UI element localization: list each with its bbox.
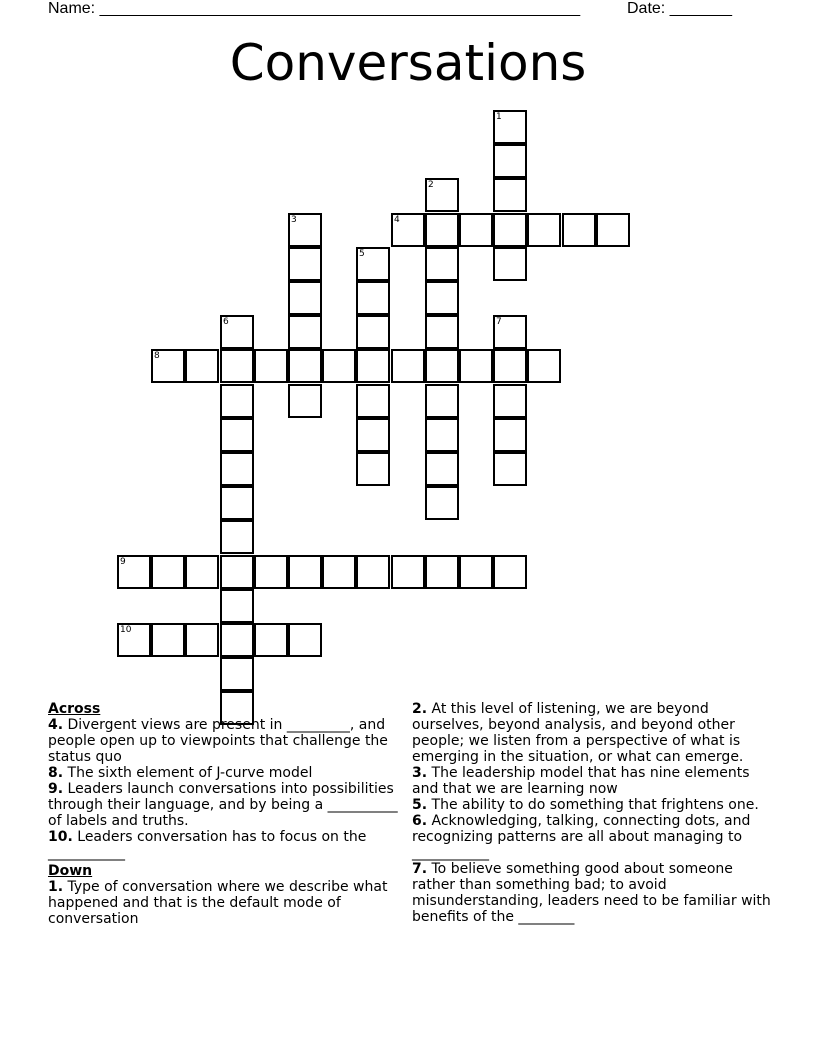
grid-cell[interactable] [288,247,322,281]
clue-number-label: 1 [496,112,502,122]
grid-cell[interactable] [596,213,630,247]
grid-cell[interactable] [117,555,151,589]
clue-item [412,701,772,765]
clue-number-label: 7 [496,317,502,327]
clue-number-label: 5 [359,249,365,259]
grid-cell[interactable] [425,281,459,315]
clues-left-column [48,701,408,927]
grid-cell[interactable] [288,281,322,315]
clue-number-label: 9 [120,557,126,567]
grid-cell[interactable] [220,384,254,418]
grid-cell[interactable] [254,555,288,589]
grid-cell[interactable] [527,349,561,383]
clue-item [48,829,408,861]
grid-cell[interactable] [185,555,219,589]
grid-cell[interactable] [356,349,390,383]
grid-cell[interactable] [185,623,219,657]
grid-cell[interactable] [425,349,459,383]
grid-cell[interactable] [425,315,459,349]
grid-cell[interactable] [220,589,254,623]
grid-cell[interactable] [254,349,288,383]
grid-cell[interactable] [391,555,425,589]
grid-cell[interactable] [288,384,322,418]
grid-cell[interactable] [356,418,390,452]
grid-cell[interactable] [185,349,219,383]
grid-cell[interactable] [493,110,527,144]
grid-cell[interactable] [425,486,459,520]
clue-text: Leaders conversation has to focus on the ___________ [48,829,367,861]
clue-text: The leadership model that has nine elements and that we are learning now [412,765,750,797]
clue-number-label: 6 [223,317,229,327]
grid-cell[interactable] [117,623,151,657]
clue-item [48,717,408,765]
grid-cell[interactable] [493,452,527,486]
clues-right-column [412,701,772,925]
name-field-line: Name: ______________________________________________________ [48,0,581,17]
clue-number-label: 10 [120,625,132,635]
grid-cell[interactable] [493,144,527,178]
grid-cell[interactable] [220,486,254,520]
grid-cell[interactable] [220,657,254,691]
grid-cell[interactable] [288,315,322,349]
down-heading: Down [48,863,93,879]
grid-cell[interactable] [493,315,527,349]
clue-number: 1. [48,879,64,895]
grid-cell[interactable] [151,555,185,589]
clue-text: Acknowledging, talking, connecting dots, and recognizing patterns are all about managing to ___________ [412,813,751,861]
clue-item [48,765,408,781]
clue-number: 7. [412,861,428,877]
grid-cell[interactable] [288,555,322,589]
grid-cell[interactable] [425,452,459,486]
grid-cell[interactable] [425,555,459,589]
clue-text: At this level of listening, we are beyond ourselves, beyond analysis, and beyond other people; we listen from a perspective of what is emerging in the situation, or what can emerge. [412,701,744,765]
clue-text: To believe something good about someone rather than something bad; to avoid misunderstanding, leaders need to be familiar with benefits of the ________ [412,861,771,925]
grid-cell[interactable] [356,281,390,315]
down-clue-list-right [412,701,772,925]
grid-cell[interactable] [220,452,254,486]
page-title: Conversations [229,34,587,92]
grid-cell[interactable] [220,555,254,589]
grid-cell[interactable] [459,213,493,247]
grid-cell[interactable] [220,623,254,657]
clue-text: Leaders launch conversations into possibilities through their language, and by being a __________ of labels and truths. [48,781,398,829]
clue-number-label: 2 [428,180,434,190]
clue-number: 3. [412,765,428,781]
clue-number: 2. [412,701,428,717]
grid-cell[interactable] [493,213,527,247]
across-clue-list [48,717,408,861]
grid-cell[interactable] [220,315,254,349]
grid-cell[interactable] [356,555,390,589]
grid-cell[interactable] [254,623,288,657]
clue-text: Divergent views are present in _________, and people open up to viewpoints that challenge the status quo [48,717,388,765]
clue-text: The sixth element of J-curve model [63,765,313,781]
grid-cell[interactable] [288,623,322,657]
clue-number-label: 8 [154,351,160,361]
date-field-line: Date: _______ [627,0,732,17]
grid-cell[interactable] [322,349,356,383]
clue-item [412,765,772,797]
grid-cell[interactable] [220,349,254,383]
grid-cell[interactable] [425,247,459,281]
grid-cell[interactable] [459,349,493,383]
grid-cell[interactable] [220,520,254,554]
grid-cell[interactable] [288,349,322,383]
clue-number-label: 4 [394,215,400,225]
grid-cell[interactable] [220,418,254,452]
grid-cell[interactable] [493,384,527,418]
grid-cell[interactable] [425,213,459,247]
grid-cell[interactable] [459,555,493,589]
grid-cell[interactable] [356,384,390,418]
grid-cell[interactable] [493,418,527,452]
grid-cell[interactable] [493,349,527,383]
grid-cell[interactable] [391,349,425,383]
grid-cell[interactable] [493,178,527,212]
grid-cell[interactable] [425,418,459,452]
clue-number-label: 3 [291,215,297,225]
clue-item [412,797,772,813]
grid-cell[interactable] [391,213,425,247]
grid-cell[interactable] [288,213,322,247]
grid-cell[interactable] [356,247,390,281]
clue-number: 9. [48,781,64,797]
clue-number: 10. [48,829,73,845]
clue-number: 6. [412,813,428,829]
grid-cell[interactable] [527,213,561,247]
grid-cell[interactable] [425,178,459,212]
grid-cell[interactable] [151,623,185,657]
grid-cell[interactable] [493,555,527,589]
grid-cell[interactable] [356,452,390,486]
grid-cell[interactable] [322,555,356,589]
grid-cell[interactable] [562,213,596,247]
grid-cell[interactable] [356,315,390,349]
clue-number: 5. [412,797,428,813]
clue-text: The ability to do something that frightens one. [427,797,759,813]
grid-cell[interactable] [493,247,527,281]
across-heading: Across [48,701,101,717]
down-clue-list-left [48,879,408,927]
clue-item [412,813,772,861]
grid-cell[interactable] [151,349,185,383]
clue-text: Type of conversation where we describe what happened and that is the default mode of conversation [48,879,388,927]
clue-item [48,781,408,829]
clue-number: 8. [48,765,64,781]
clue-item [412,861,772,925]
grid-cell[interactable] [425,384,459,418]
clue-item [48,879,408,927]
clue-number: 4. [48,717,64,733]
